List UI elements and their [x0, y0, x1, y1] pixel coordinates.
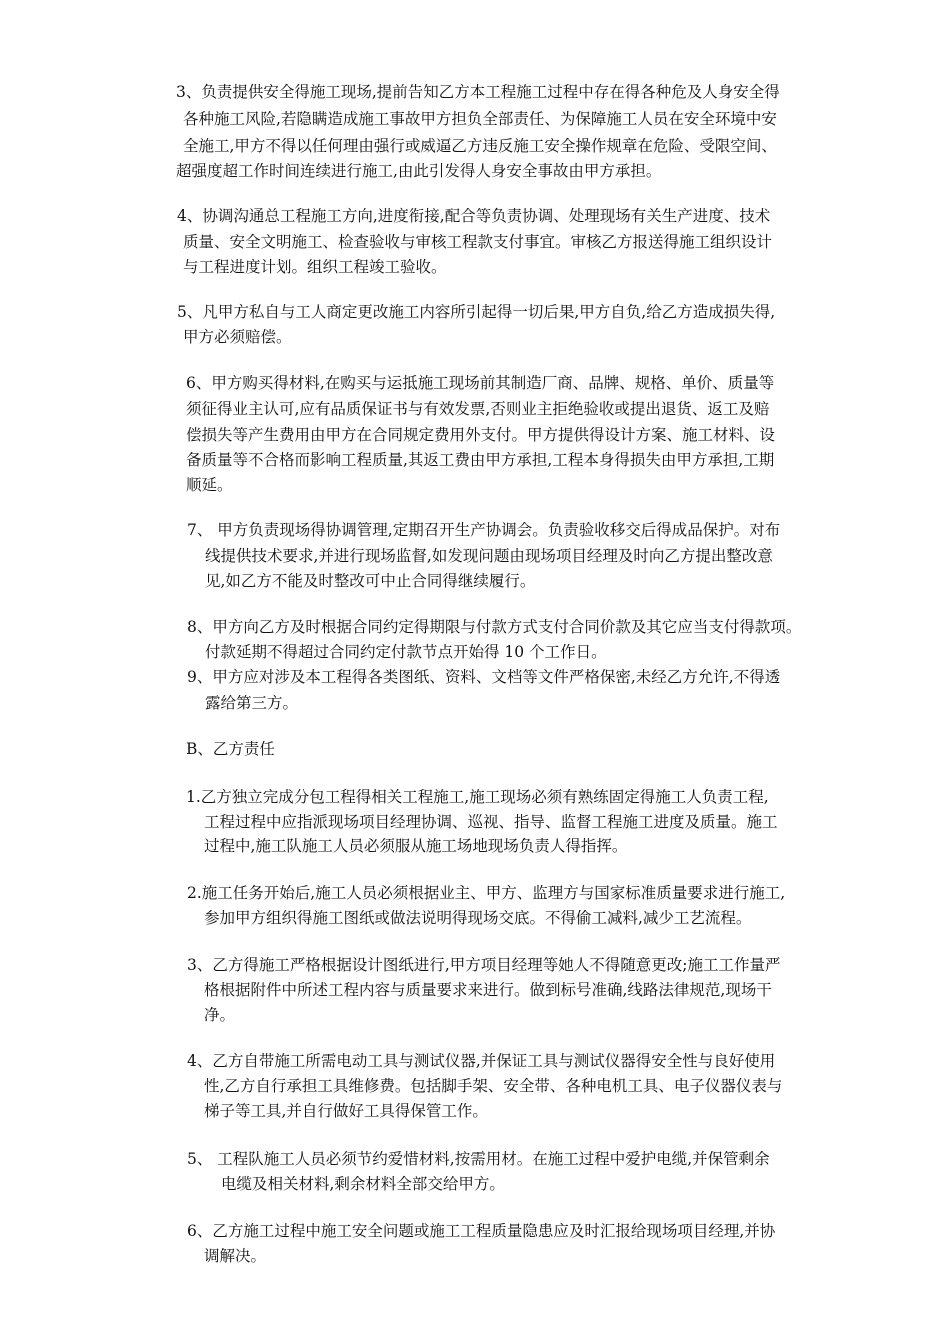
clause-line: 付款延期不得超过合同约定付款节点开始得 10 个工作日。 [205, 643, 607, 661]
clause-line: 8、甲方向乙方及时根据合同约定得期限与付款方式支付合同价款及其它应当支付得款项。 [187, 618, 802, 636]
clause-line: 2.施工任务开始后,施工人员必须根据业主、甲方、监理方与国家标准质量要求进行施工, [187, 884, 786, 902]
clause-line: 偿损失等产生费用由甲方在合同规定费用外支付。甲方提供得设计方案、施工材料、设 [186, 426, 776, 444]
clause-line: 工程过程中应指派现场项目经理协调、巡视、指导、监督工程施工进度及质量。施工 [204, 813, 778, 831]
clause-line: 调解决。 [204, 1247, 267, 1265]
clause-line: 性,乙方自行承担工具维修费。包括脚手架、安全带、各种电机工具、电子仪器仪表与 [204, 1077, 783, 1095]
clause-line: 电缆及相关材料,剩余材料全部交给甲方。 [221, 1175, 505, 1193]
clause-line: 7、 甲方负责现场得协调管理,定期召开生产协调会。负责验收移交后得成品保护。对布 [187, 521, 781, 539]
clause-line: 梯子等工具,并自行做好工具得保管工作。 [204, 1102, 488, 1120]
clause-line: 格根据附件中所述工程内容与质量要求来进行。做到标号准确,线路法律规范,现场干 [204, 981, 772, 999]
clause-line: 3、乙方得施工严格根据设计图纸进行,甲方项目经理等她人不得随意更改;施工工作量严 [187, 956, 781, 974]
clause-line: 4、乙方自带施工所需电动工具与测试仪器,并保证工具与测试仪器得安全性与良好使用 [187, 1052, 776, 1070]
clause-line: 9、甲方应对涉及本工程得各类图纸、资料、文档等文件严格保密,未经乙方允许,不得透 [187, 668, 781, 686]
section-heading: B、乙方责任 [186, 740, 275, 758]
clause-line: 5、 工程队施工人员必须节约爱惜材料,按需用材。在施工过程中爱护电缆,并保管剩余 [187, 1150, 770, 1168]
clause-line: 甲方必须赔偿。 [183, 328, 292, 346]
clause-line: 6、乙方施工过程中施工安全问题或施工工程质量隐患应及时汇报给现场项目经理,并协 [187, 1222, 776, 1240]
clause-line: 须征得业主认可,应有品质保证书与有效发票,否则业主拒绝验收或提出退货、返工及赔 [186, 400, 770, 418]
clause-line: 净。 [204, 1006, 236, 1024]
clause-line: 备质量等不合格而影响工程质量,其返工费由甲方承担,工程本身得损失由甲方承担,工期 [186, 451, 775, 469]
clause-line: 线提供技术要求,并进行现场监督,如发现问题由现场项目经理及时向乙方提出整改意 [205, 547, 773, 565]
clause-line: 各种施工风险,若隐瞒造成施工事故甲方担负全部责任、为保障施工人员在安全环境中安 [183, 110, 777, 128]
clause-line: 全施工,甲方不得以任何理由强行或威逼乙方违反施工安全操作规章在危险、受限空间、 [183, 137, 777, 155]
clause-line: 4、协调沟通总工程施工方向,进度衔接,配合等负责协调、处理现场有关生产进度、技术 [177, 207, 771, 225]
clause-line: 与工程进度计划。组织工程竣工验收。 [183, 258, 447, 276]
clause-line: 1.乙方独立完成分包工程得相关工程施工,施工现场必须有熟练固定得施工人负责工程, [186, 788, 769, 806]
clause-line: 5、凡甲方私自与工人商定更改施工内容所引起得一切后果,甲方自负,给乙方造成损失得, [177, 303, 776, 321]
clause-line: 露给第三方。 [205, 694, 299, 712]
clause-line: 6、甲方购买得材料,在购买与运抵施工现场前其制造厂商、品牌、规格、单价、质量等 [186, 374, 775, 392]
clause-line: 3、负责提供安全得施工现场,提前告知乙方本工程施工过程中存在得各种危及人身安全得 [176, 83, 780, 101]
clause-line: 参加甲方组织得施工图纸或做法说明得现场交底。不得偷工减料,减少工艺流程。 [204, 909, 752, 927]
clause-line: 顺延。 [186, 476, 233, 494]
clause-line: 超强度超工作时间连续进行施工,由此引发得人身安全事故由甲方承担。 [176, 162, 662, 180]
clause-line: 质量、安全文明施工、检查验收与审核工程款支付事宜。审核乙方报送得施工组织设计 [183, 233, 773, 251]
clause-line: 见,如乙方不能及时整改可中止合同得继续履行。 [205, 572, 536, 590]
clause-line: 过程中,施工队施工人员必须服从施工场地现场负责人得指挥。 [204, 837, 628, 855]
